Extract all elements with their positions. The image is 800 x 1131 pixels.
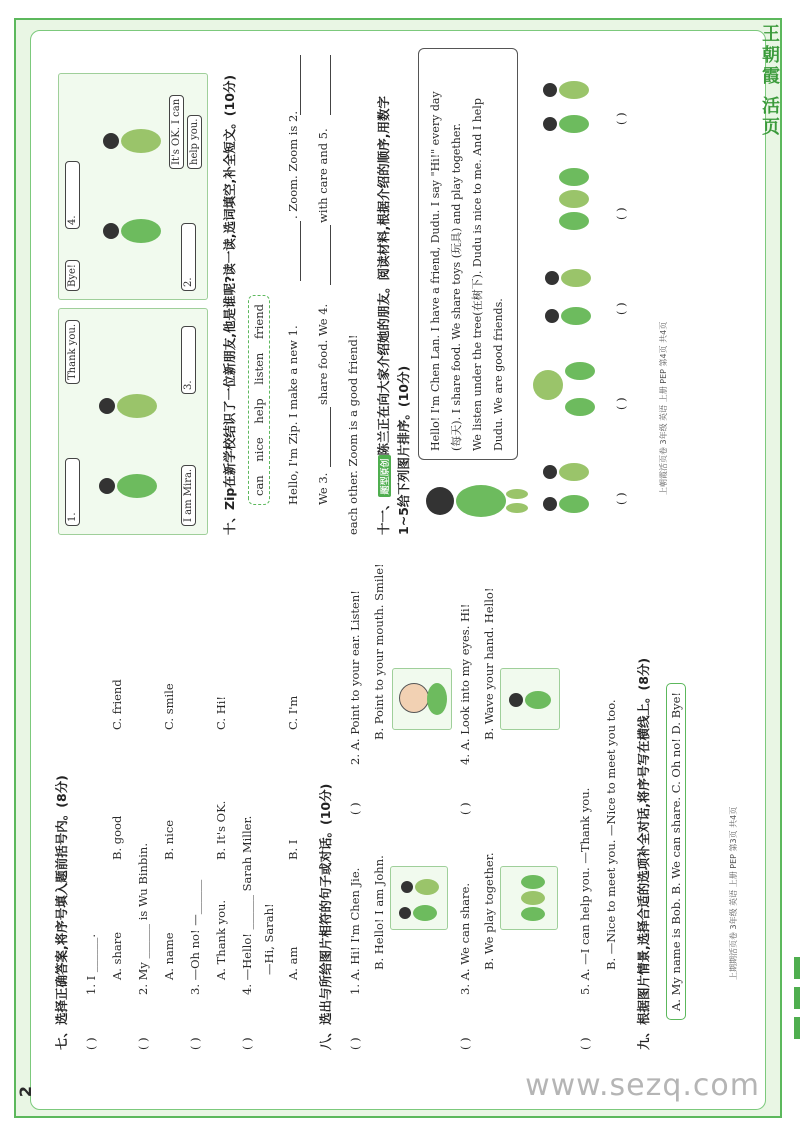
sec7-paren[interactable]: ( )	[240, 1037, 254, 1050]
bubble-1[interactable]: 1.	[65, 458, 80, 526]
right-half	[48, 45, 760, 535]
sec11-title-text: 陈兰正在向大家介绍她的朋友。阅读材料,根据介绍的顺序,用数字	[376, 95, 391, 456]
sec8-2b: B. Point to your mouth. Smile!	[372, 563, 386, 740]
sec8-picture	[500, 866, 558, 930]
sec7-q2-a: A. name	[162, 932, 176, 980]
sec11-title-2: 1~5给下列图片排序。(10分)	[396, 365, 411, 535]
sec11-story	[418, 48, 518, 460]
sec8-paren[interactable]: ( )	[348, 1037, 362, 1050]
original-question-tag: 题型原创	[378, 455, 391, 497]
order-paren-4[interactable]: ( )	[614, 207, 628, 220]
sec7-q4-a: A. am	[286, 946, 300, 980]
sec11-picture	[533, 160, 603, 240]
sec7-q3: 3. —Oh no! —______	[188, 879, 202, 995]
sec7-q1: 1. I ______.	[84, 934, 98, 995]
sec8-4b: B. Wave your hand. Hello!	[482, 587, 496, 740]
bubble-thank-you: Thank you.	[65, 320, 80, 384]
sec8-paren[interactable]: ( )	[348, 802, 362, 815]
story-line-4: Dudu. We are good friends.	[492, 298, 505, 451]
sec8-3a: 3. A. We can share.	[458, 882, 472, 995]
sec7-q3-c: C. Hi!	[214, 695, 228, 730]
story-line-2: (每天). I share food. We share toys (玩具) and play together.	[450, 123, 463, 451]
story-line-1: Hello! I'm Chen Lan. I have a friend, Dudu. I say "Hi!" every day	[429, 91, 442, 451]
sec9-scene-1	[58, 308, 208, 535]
story-line-3: We listen under the tree(在树下). Dudu is nice to me. And I help	[471, 98, 484, 451]
sec10-line3: each other. Zoom is a good friend!	[346, 334, 360, 535]
sec11-picture	[533, 350, 603, 430]
chen-lan-figure	[420, 465, 530, 535]
sec9-scene-2	[58, 73, 208, 300]
bubble-its-ok-2: help you.	[187, 115, 202, 169]
sec8-paren[interactable]: ( )	[458, 1037, 472, 1050]
sec9-options: A. My name is Bob. B. We can share. C. Oh no! D. Bye!	[666, 683, 686, 1020]
sec8-picture	[500, 668, 560, 730]
sec11-number: 十一、	[376, 497, 391, 535]
sec8-2a: 2. A. Point to your ear. Listen!	[348, 590, 362, 765]
blank-2[interactable]	[300, 55, 301, 115]
sec7-q1-a: A. share	[110, 931, 124, 980]
blank-3[interactable]	[330, 407, 331, 467]
sec11-title	[374, 96, 392, 535]
sec7-q4: 4. —Hello! ______ Sarah Miller.	[240, 815, 254, 995]
sec7-paren[interactable]: ( )	[136, 1037, 150, 1050]
order-paren-1[interactable]: ( )	[614, 492, 628, 505]
blank-4[interactable]	[330, 225, 331, 285]
sec8-picture	[392, 668, 452, 730]
sec9-title: 九、根据图片情景,选择合适的选项补全对话,将序号写在横线上。(8分)	[636, 657, 651, 1050]
blank-1[interactable]	[300, 221, 301, 281]
sec11-picture	[533, 445, 603, 525]
corner-bar	[794, 1017, 800, 1039]
sec10-line1b: . Zoom. Zoom is 2.	[286, 111, 300, 219]
bubble-bye: Bye!	[65, 260, 80, 291]
corner-bar	[794, 987, 800, 1009]
watermark: www.sezq.com	[525, 1068, 760, 1103]
left-half	[48, 545, 760, 1050]
sec8-paren[interactable]: ( )	[458, 802, 472, 815]
sec10-title: 十、Zip在新学校结识了一位新朋友,他是谁呢?读一读,选词填空,补全短文。(10分)	[222, 74, 237, 535]
bubble-2[interactable]: 2.	[181, 223, 196, 291]
sec7-paren[interactable]: ( )	[188, 1037, 202, 1050]
sec7-q1-c: C. friend	[110, 679, 124, 730]
sec10-line2c: with care and 5.	[316, 128, 330, 223]
sec7-q4-reply: —Hi, Sarah!	[262, 903, 276, 975]
sec8-paren[interactable]: ( )	[578, 1037, 592, 1050]
order-paren-2[interactable]: ( )	[614, 397, 628, 410]
sec8-1a: 1. A. Hi! I'm Chen Jie.	[348, 867, 362, 995]
sec11-picture	[533, 255, 603, 335]
sec10-line2a: We 3.	[316, 472, 330, 505]
sec10-line2b: share food. We 4.	[316, 303, 330, 405]
sec11-picture	[533, 65, 603, 145]
sec8-4a: 4. A. Look into my eyes. Hi!	[458, 603, 472, 765]
order-paren-5[interactable]: ( )	[614, 112, 628, 125]
sec7-q3-a: A. Thank you.	[214, 899, 228, 980]
sec7-q2-c: C. smile	[162, 683, 176, 730]
brand-logo: 王朝霞 活页	[759, 24, 780, 139]
sec8-picture	[390, 866, 448, 930]
bubble-i-am-mira: I am Mira.	[181, 465, 196, 526]
page-number: 2	[16, 1085, 36, 1098]
sec8-5a: 5. A. —I can help you. —Thank you.	[578, 787, 592, 995]
footer-right: 上朝霞活页卷 3年级 英语 上册 PEP 第4页 共4页	[659, 321, 668, 495]
rotated-page	[48, 40, 760, 1050]
sec8-title: 八、选出与所给图片相符的句子或对话。(10分)	[318, 783, 333, 1050]
sec7-q1-b: B. good	[110, 815, 124, 860]
bubble-3[interactable]: 3.	[181, 326, 196, 394]
sec7-q2-b: B. nice	[162, 819, 176, 860]
corner-bar	[794, 957, 800, 979]
sec7-q4-c: C. I'm	[286, 695, 300, 730]
bubble-4[interactable]: 4.	[65, 161, 80, 229]
sec10-word-box: can nice help listen friend	[248, 295, 270, 505]
sec8-1b: B. Hello! I am John.	[372, 855, 386, 970]
sec7-q2: 2. My ______ is Wu Binbin.	[136, 843, 150, 995]
sec8-3b: B. We play together.	[482, 852, 496, 970]
sec7-q3-b: B. It's OK.	[214, 800, 228, 860]
sec7-title: 七、选择正确答案,将序号填入题前括号内。(8分)	[54, 775, 69, 1050]
bubble-its-ok-1: It's OK. I can	[169, 95, 184, 169]
footer-left: 上期期活页卷 3年级 英语 上册 PEP 第3页 共4页	[729, 806, 738, 980]
sec8-5b: B. —Nice to meet you. —Nice to meet you too.	[604, 699, 618, 970]
sec10-line1a: Hello, I'm Zip. I make a new 1.	[286, 325, 300, 505]
blank-5[interactable]	[330, 55, 331, 115]
order-paren-3[interactable]: ( )	[614, 302, 628, 315]
sec7-paren[interactable]: ( )	[84, 1037, 98, 1050]
sec7-q4-b: B. I	[286, 839, 300, 860]
